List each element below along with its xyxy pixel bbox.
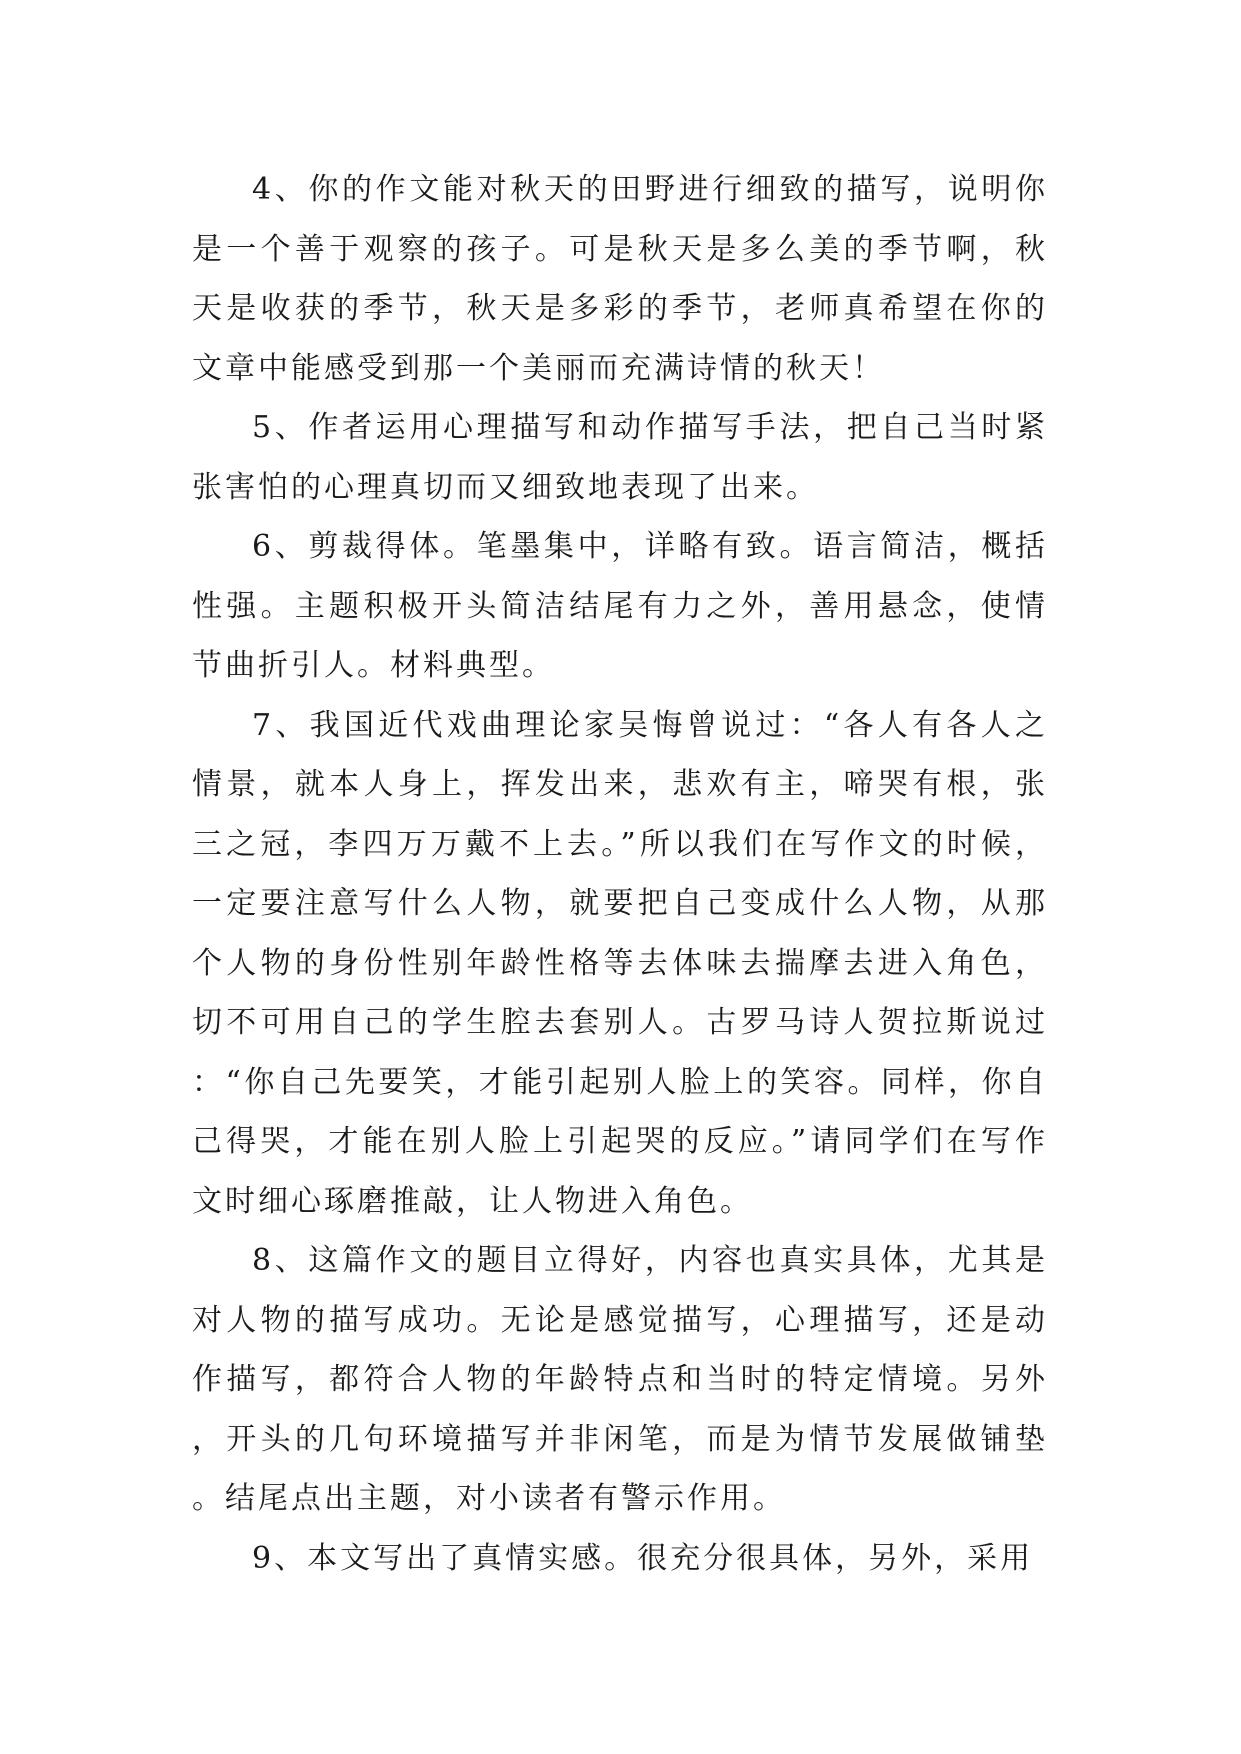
paragraph-9: 9、本文写出了真情实感。很充分很具体，另外，采用 xyxy=(252,1540,1034,1576)
paragraph-5: 5、作者运用心理描写和动作描写手法，把自己当时紧张害怕的心理真切而又细致地表现了出来。 xyxy=(192,410,1048,505)
paragraph-4: 4、你的作文能对秋天的田野进行细致的描写，说明你是一个善于观察的孩子。可是秋天是多么美的季节啊，秋天是收获的季节，秋天是多彩的季节，老师真希望在你的文章中能感受到那一个美丽而充满诗情的秋天！ xyxy=(192,172,1048,386)
document-body xyxy=(192,160,1048,1588)
paragraph-8: 8、这篇作文的题目立得好，内容也真实具体，尤其是对人物的描写成功。无论是感觉描写，心理描写，还是动作描写，都符合人物的年龄特点和当时的特定情境。另外，开头的几句环境描写并非闲笔，而是为情节发展做铺垫。结尾点出主题，对小读者有警示作用。 xyxy=(192,1243,1048,1516)
paragraph-7: 7、我国近代戏曲理论家吴悔曾说过：“各人有各人之情景，就本人身上，挥发出来，悲欢有主，啼哭有根，张三之冠，李四万万戴不上去。”所以我们在写作文的时候，一定要注意写什么人物，就要把自己变成什么人物，从那个人物的身份性别年龄性格等去体味去揣摩去进入角色，切不可用自己的学生腔去套别人。古罗马诗人贺拉斯说过：“你自己先要笑，才能引起别人脸上的笑容。同样，你自己得哭，才能在别人脸上引起哭的反应。”请同学们在写作文时细心琢磨推敲，让人物进入角色。 xyxy=(192,707,1048,1219)
paragraph-6: 6、剪裁得体。笔墨集中，详略有致。语言简洁，概括性强。主题积极开头简洁结尾有力之外，善用悬念，使情节曲折引人。材料典型。 xyxy=(192,529,1048,683)
